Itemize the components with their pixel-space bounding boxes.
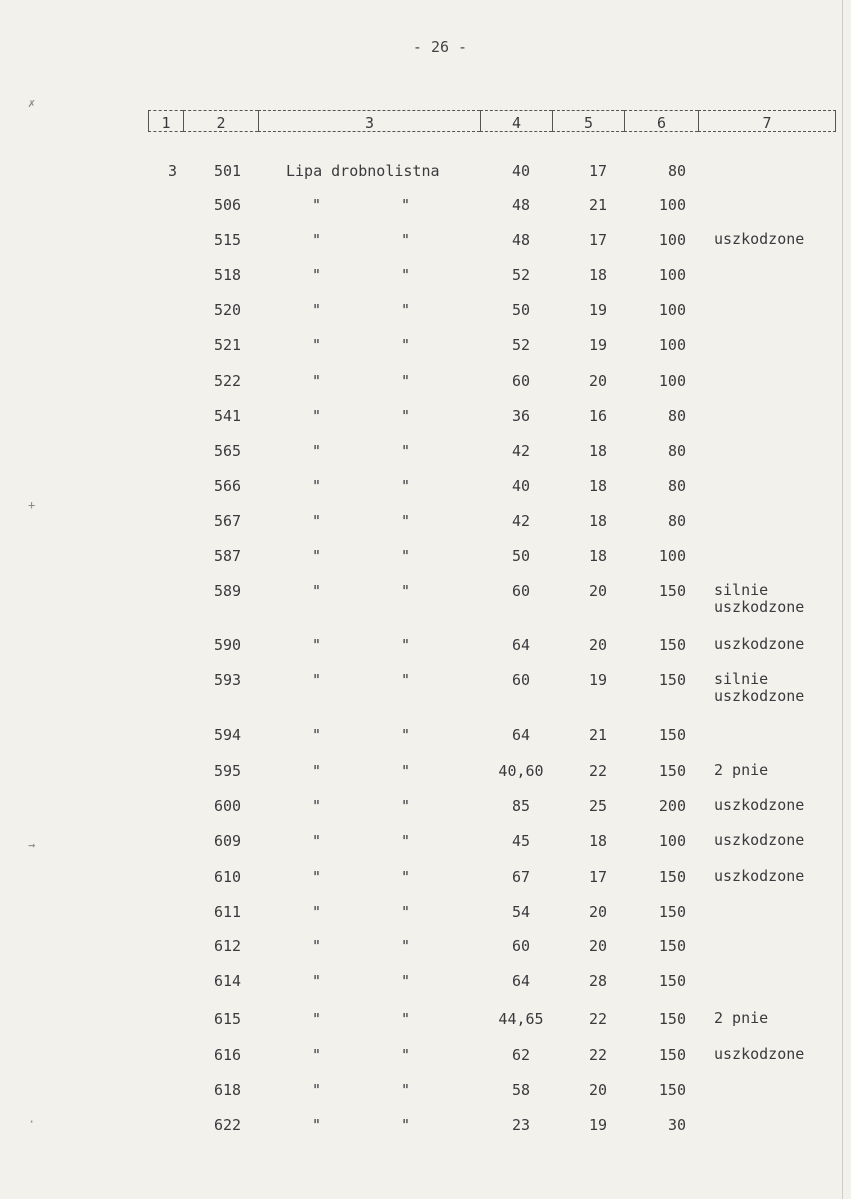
table-header: [148, 110, 838, 134]
cell-col5: 20: [588, 1081, 608, 1099]
header-cell: 4: [480, 110, 552, 132]
cell-col4: 44,65: [498, 1010, 544, 1028]
cell-col5: 22: [588, 1010, 608, 1028]
cell-number: 589: [214, 582, 242, 600]
cell-ditto-mark: ": [401, 547, 411, 565]
cell-col6: 150: [658, 726, 686, 744]
cell-col6: 150: [658, 868, 686, 886]
cell-col4: 48: [511, 196, 531, 214]
cell-number: 616: [214, 1046, 242, 1064]
cell-col6: 80: [667, 407, 686, 425]
cell-ditto-mark: ": [401, 512, 411, 530]
cell-ditto-mark: ": [312, 671, 322, 689]
cell-number: 567: [214, 512, 242, 530]
header-cell: 7: [698, 110, 836, 132]
cell-col4: 50: [511, 301, 531, 319]
cell-ditto-mark: ": [312, 1010, 322, 1028]
header-cell: 6: [624, 110, 698, 132]
cell-number: 566: [214, 477, 242, 495]
cell-ditto-mark: ": [312, 903, 322, 921]
cell-col6: 30: [667, 1116, 686, 1134]
cell-number: 593: [214, 671, 242, 689]
cell-col4: 40: [511, 162, 531, 180]
cell-ditto-mark: ": [401, 762, 411, 780]
cell-ditto-mark: ": [401, 582, 411, 600]
cell-ditto-mark: ": [312, 832, 322, 850]
cell-remarks: uszkodzone: [714, 230, 805, 248]
cell-number: 622: [214, 1116, 242, 1134]
cell-number: 595: [214, 762, 242, 780]
cell-number: 600: [214, 797, 242, 815]
cell-col5: 20: [588, 937, 608, 955]
cell-number: 521: [214, 336, 242, 354]
cell-ditto-mark: ": [312, 1046, 322, 1064]
cell-col4: 60: [511, 582, 531, 600]
punch-mark: ✗: [28, 96, 36, 110]
cell-col6: 150: [658, 1081, 686, 1099]
cell-col4: 40,60: [498, 762, 544, 780]
page-number: - 26 -: [412, 38, 468, 56]
cell-col6: 100: [658, 547, 686, 565]
cell-ditto-mark: ": [312, 372, 322, 390]
cell-col4: 42: [511, 512, 531, 530]
cell-ditto-mark: ": [312, 231, 322, 249]
punch-mark: ·: [28, 1115, 36, 1129]
cell-ditto-mark: ": [312, 336, 322, 354]
cell-remarks: 2 pnie: [714, 1009, 769, 1027]
cell-ditto-mark: ": [401, 832, 411, 850]
cell-col4: 58: [511, 1081, 531, 1099]
cell-number: 515: [214, 231, 242, 249]
cell-col6: 150: [658, 1046, 686, 1064]
cell-col4: 64: [511, 636, 531, 654]
page-edge: [842, 0, 843, 1199]
cell-col4: 42: [511, 442, 531, 460]
cell-col4: 40: [511, 477, 531, 495]
cell-col5: 17: [588, 868, 608, 886]
cell-ditto-mark: ": [401, 1116, 411, 1134]
cell-ditto-mark: ": [401, 196, 411, 214]
cell-col4: 50: [511, 547, 531, 565]
cell-group: 3: [168, 162, 178, 180]
cell-ditto-mark: ": [312, 1081, 322, 1099]
cell-remarks: uszkodzone: [714, 867, 805, 885]
cell-number: 611: [214, 903, 242, 921]
cell-number: 618: [214, 1081, 242, 1099]
header-cell: 3: [258, 110, 480, 132]
cell-ditto-mark: ": [401, 301, 411, 319]
cell-col5: 18: [588, 832, 608, 850]
cell-ditto-mark: ": [401, 336, 411, 354]
cell-col4: 64: [511, 972, 531, 990]
cell-ditto-mark: ": [312, 762, 322, 780]
cell-ditto-mark: ": [312, 407, 322, 425]
cell-col6: 150: [658, 636, 686, 654]
cell-col6: 80: [667, 162, 686, 180]
cell-col5: 18: [588, 266, 608, 284]
cell-species: Lipa drobnolistna: [286, 162, 440, 180]
cell-col5: 25: [588, 797, 608, 815]
cell-number: 594: [214, 726, 242, 744]
cell-ditto-mark: ": [401, 477, 411, 495]
cell-col6: 150: [658, 937, 686, 955]
cell-number: 518: [214, 266, 242, 284]
cell-remarks: 2 pnie: [714, 761, 769, 779]
cell-col5: 19: [588, 1116, 608, 1134]
cell-col6: 200: [658, 797, 686, 815]
cell-remarks: silnie uszkodzone: [714, 581, 805, 616]
cell-number: 541: [214, 407, 242, 425]
cell-number: 587: [214, 547, 242, 565]
cell-ditto-mark: ": [401, 797, 411, 815]
cell-col5: 20: [588, 636, 608, 654]
cell-ditto-mark: ": [401, 726, 411, 744]
punch-mark: →: [28, 838, 36, 852]
cell-col6: 100: [658, 266, 686, 284]
cell-col6: 80: [667, 512, 686, 530]
cell-ditto-mark: ": [312, 797, 322, 815]
cell-ditto-mark: ": [401, 231, 411, 249]
cell-col6: 80: [667, 442, 686, 460]
cell-number: 506: [214, 196, 242, 214]
cell-col5: 28: [588, 972, 608, 990]
cell-ditto-mark: ": [401, 972, 411, 990]
cell-ditto-mark: ": [401, 407, 411, 425]
header-cell: 2: [183, 110, 258, 132]
cell-col4: 60: [511, 937, 531, 955]
cell-col6: 150: [658, 762, 686, 780]
cell-col6: 150: [658, 1010, 686, 1028]
cell-ditto-mark: ": [312, 477, 322, 495]
cell-number: 501: [214, 162, 242, 180]
cell-number: 522: [214, 372, 242, 390]
cell-ditto-mark: ": [401, 671, 411, 689]
cell-col5: 19: [588, 301, 608, 319]
cell-number: 614: [214, 972, 242, 990]
cell-col4: 67: [511, 868, 531, 886]
cell-col5: 18: [588, 477, 608, 495]
cell-col6: 150: [658, 972, 686, 990]
cell-ditto-mark: ": [401, 1010, 411, 1028]
cell-col5: 19: [588, 336, 608, 354]
cell-ditto-mark: ": [312, 972, 322, 990]
cell-col4: 64: [511, 726, 531, 744]
cell-ditto-mark: ": [401, 868, 411, 886]
cell-number: 615: [214, 1010, 242, 1028]
cell-col5: 18: [588, 512, 608, 530]
cell-col5: 22: [588, 762, 608, 780]
cell-col6: 150: [658, 903, 686, 921]
cell-col4: 36: [511, 407, 531, 425]
cell-ditto-mark: ": [401, 442, 411, 460]
cell-col5: 19: [588, 671, 608, 689]
cell-col4: 60: [511, 372, 531, 390]
cell-ditto-mark: ": [312, 1116, 322, 1134]
cell-ditto-mark: ": [312, 196, 322, 214]
punch-mark: +: [28, 498, 36, 512]
cell-col4: 45: [511, 832, 531, 850]
header-cell: 1: [148, 110, 183, 132]
cell-remarks: silnie uszkodzone: [714, 670, 805, 705]
cell-ditto-mark: ": [312, 442, 322, 460]
cell-col5: 20: [588, 372, 608, 390]
cell-col4: 85: [511, 797, 531, 815]
cell-ditto-mark: ": [312, 512, 322, 530]
cell-number: 612: [214, 937, 242, 955]
cell-col5: 17: [588, 162, 608, 180]
cell-ditto-mark: ": [312, 937, 322, 955]
cell-col6: 150: [658, 671, 686, 689]
cell-ditto-mark: ": [401, 372, 411, 390]
cell-ditto-mark: ": [401, 1046, 411, 1064]
cell-col6: 100: [658, 372, 686, 390]
cell-ditto-mark: ": [312, 301, 322, 319]
cell-ditto-mark: ": [312, 582, 322, 600]
cell-col5: 20: [588, 903, 608, 921]
cell-number: 520: [214, 301, 242, 319]
cell-col5: 18: [588, 547, 608, 565]
cell-remarks: uszkodzone: [714, 831, 805, 849]
cell-remarks: uszkodzone: [714, 635, 805, 653]
cell-col5: 18: [588, 442, 608, 460]
cell-col6: 150: [658, 582, 686, 600]
cell-ditto-mark: ": [401, 937, 411, 955]
cell-number: 609: [214, 832, 242, 850]
cell-ditto-mark: ": [312, 636, 322, 654]
cell-ditto-mark: ": [401, 266, 411, 284]
cell-col5: 21: [588, 726, 608, 744]
cell-col5: 17: [588, 231, 608, 249]
cell-col6: 100: [658, 231, 686, 249]
cell-col4: 60: [511, 671, 531, 689]
cell-ditto-mark: ": [312, 547, 322, 565]
cell-col5: 16: [588, 407, 608, 425]
cell-col6: 100: [658, 336, 686, 354]
cell-col4: 48: [511, 231, 531, 249]
cell-col4: 52: [511, 266, 531, 284]
cell-col4: 23: [511, 1116, 531, 1134]
cell-ditto-mark: ": [312, 266, 322, 284]
cell-ditto-mark: ": [401, 1081, 411, 1099]
header-cell: 5: [552, 110, 624, 132]
cell-remarks: uszkodzone: [714, 1045, 805, 1063]
cell-col6: 100: [658, 196, 686, 214]
cell-col5: 22: [588, 1046, 608, 1064]
cell-col6: 100: [658, 301, 686, 319]
cell-col4: 54: [511, 903, 531, 921]
cell-col6: 100: [658, 832, 686, 850]
cell-remarks: uszkodzone: [714, 796, 805, 814]
cell-ditto-mark: ": [401, 903, 411, 921]
cell-ditto-mark: ": [312, 726, 322, 744]
cell-number: 590: [214, 636, 242, 654]
cell-col6: 80: [667, 477, 686, 495]
cell-number: 565: [214, 442, 242, 460]
cell-col5: 21: [588, 196, 608, 214]
cell-col4: 62: [511, 1046, 531, 1064]
cell-number: 610: [214, 868, 242, 886]
cell-ditto-mark: ": [401, 636, 411, 654]
cell-ditto-mark: ": [312, 868, 322, 886]
cell-col4: 52: [511, 336, 531, 354]
cell-col5: 20: [588, 582, 608, 600]
